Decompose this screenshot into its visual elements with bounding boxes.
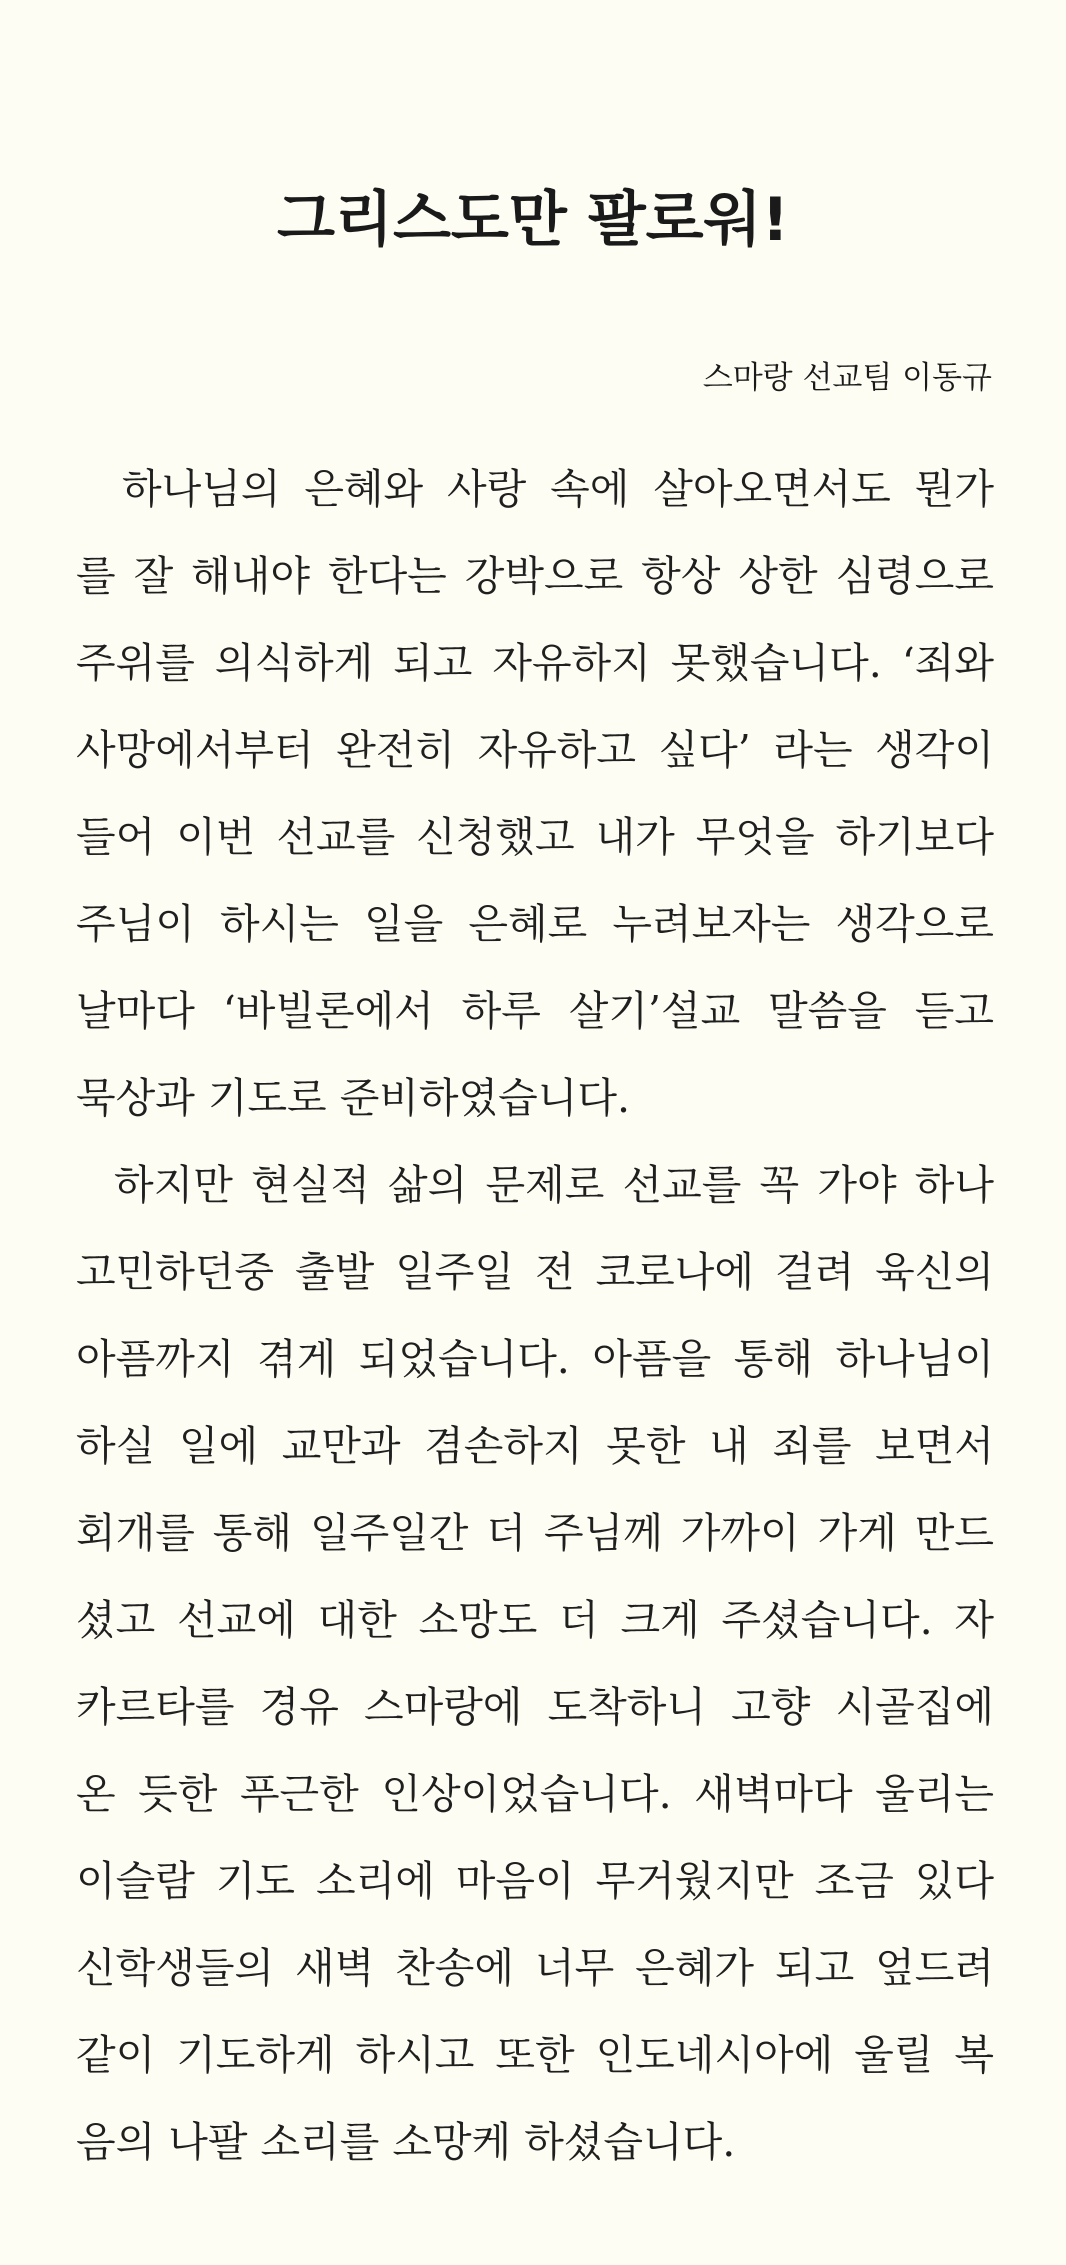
body-line: 신학생들의 새벽 찬송에 너무 은혜가 되고 엎드려	[76, 1944, 994, 1992]
body-line: 회개를 통해 일주일간 더 주님께 가까이 가게 만드	[76, 1509, 994, 1557]
body-line: 온 듯한 푸근한 인상이었습니다. 새벽마다 울리는	[76, 1770, 994, 1818]
body-line: 를 잘 해내야 한다는 강박으로 항상 상한 심령으로	[76, 552, 994, 600]
body-line: 하실 일에 교만과 겸손하지 못한 내 죄를 보면서	[76, 1422, 994, 1470]
body-line: 음의 나팔 소리를 소망케 하셨습니다.	[76, 2118, 736, 2166]
body-line: 하지만 현실적 삶의 문제로 선교를 꼭 가야 하나	[114, 1161, 994, 1209]
body-line: 셨고 선교에 대한 소망도 더 크게 주셨습니다. 자	[76, 1596, 994, 1644]
body-line: 날마다 ‘바빌론에서 하루 살기’설교 말씀을 듣고	[76, 987, 994, 1035]
body-line: 하나님의 은혜와 사랑 속에 살아오면서도 뭔가	[122, 465, 994, 513]
body-line: 사망에서부터 완전히 자유하고 싶다’ 라는 생각이	[76, 726, 994, 774]
body-line: 같이 기도하게 하시고 또한 인도네시아에 울릴 복	[76, 2031, 994, 2079]
body-line: 들어 이번 선교를 신청했고 내가 무엇을 하기보다	[76, 813, 994, 861]
article-author: 스마랑 선교팀 이동규	[702, 360, 992, 396]
article-title: 그리스도만 팔로워!	[277, 185, 789, 255]
article-body	[76, 446, 994, 2186]
body-line: 주님이 하시는 일을 은혜로 누려보자는 생각으로	[76, 900, 994, 948]
body-line: 아픔까지 겪게 되었습니다. 아픔을 통해 하나님이	[76, 1335, 994, 1383]
body-line: 카르타를 경유 스마랑에 도착하니 고향 시골집에	[76, 1683, 994, 1731]
body-line: 이슬람 기도 소리에 마음이 무거웠지만 조금 있다	[76, 1857, 994, 1905]
body-line: 주위를 의식하게 되고 자유하지 못했습니다. ‘죄와	[76, 639, 994, 687]
body-line: 묵상과 기도로 준비하였습니다.	[76, 1074, 630, 1122]
body-line: 고민하던중 출발 일주일 전 코로나에 걸려 육신의	[76, 1248, 994, 1296]
